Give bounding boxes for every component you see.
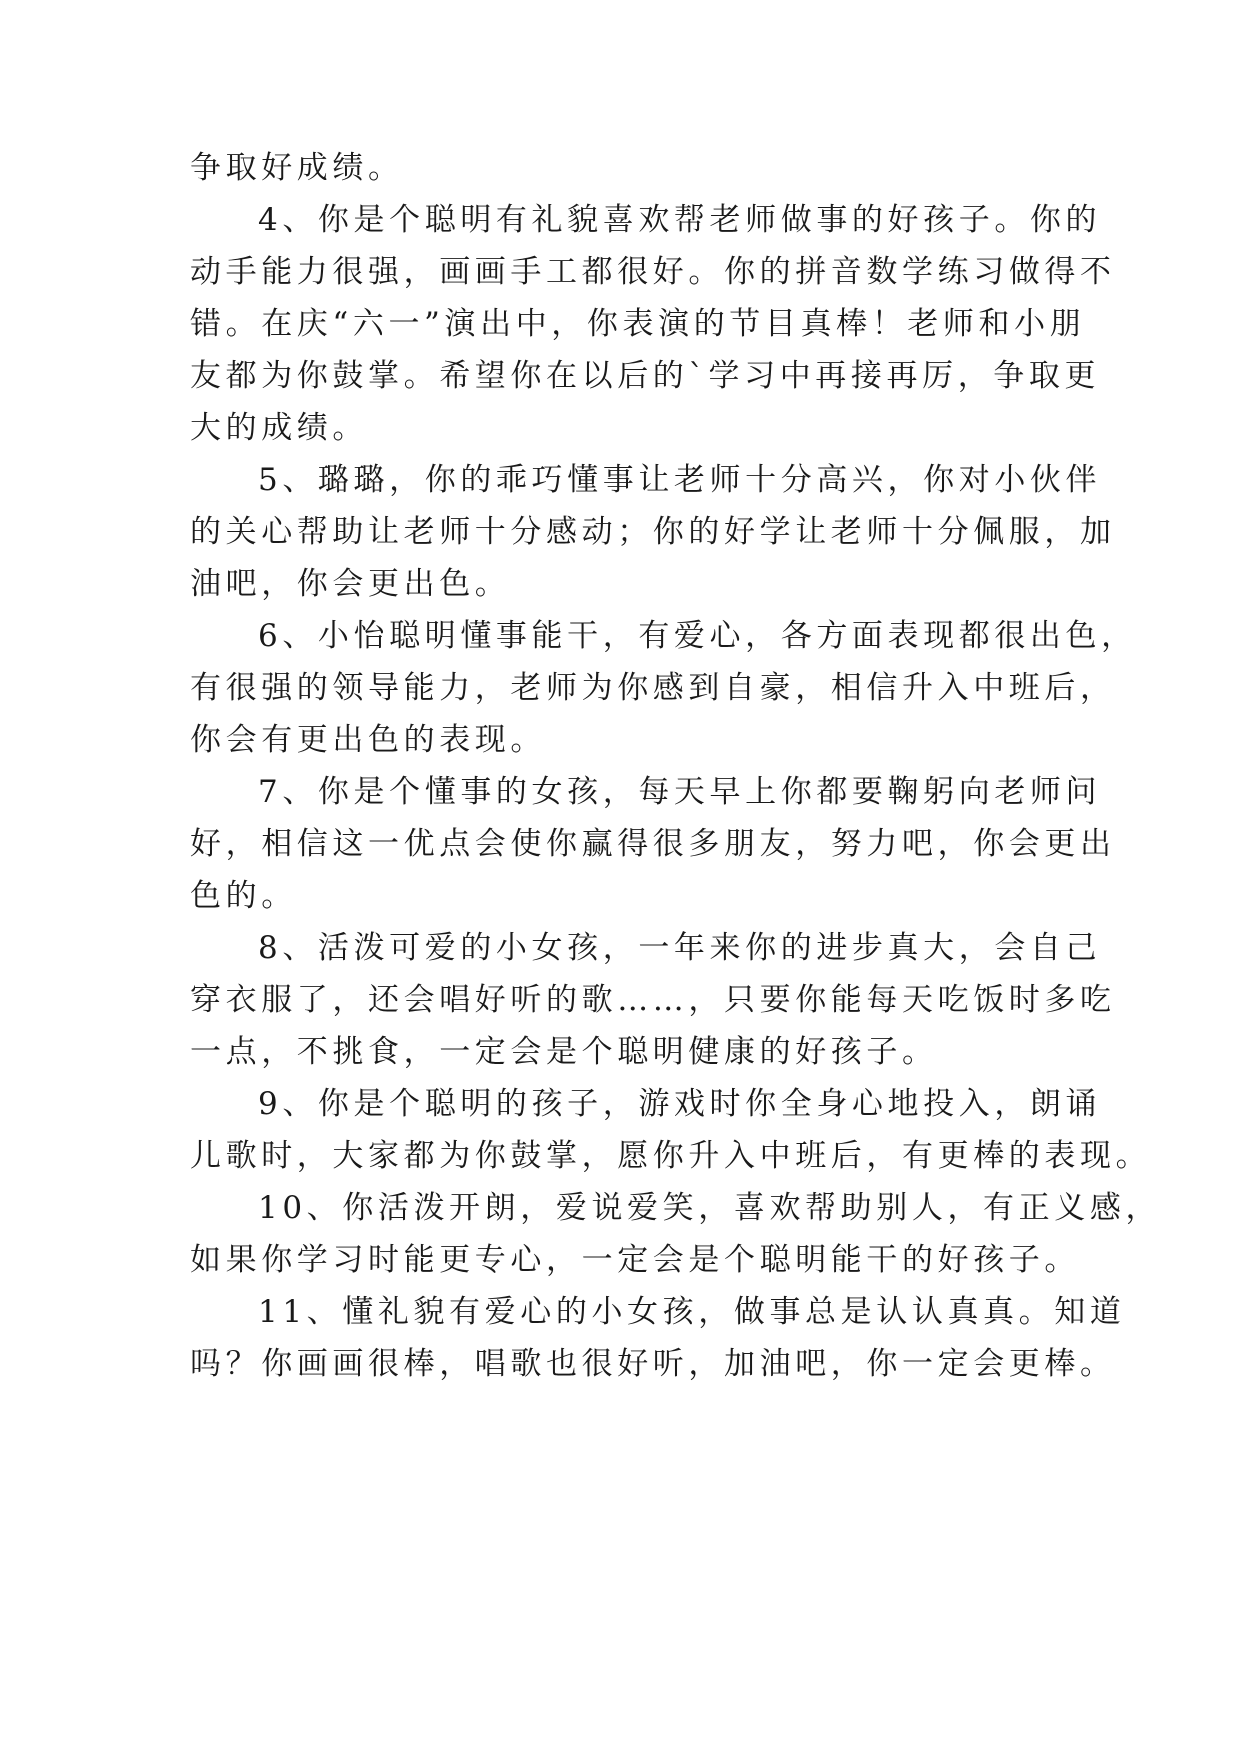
paragraph-10-first-line: 10、你活泼开朗，爱说爱笑，喜欢帮助别人，有正义感， [258,1190,1162,1226]
paragraph-7-first-line: 7、你是个懂事的女孩，每天早上你都要鞠躬向老师问 [258,774,1102,810]
text-line: 的关心帮助让老师十分感动；你的好学让老师十分佩服，加 [190,514,1116,550]
text-line: 争取好成绩。 [190,150,404,186]
text-line: 你会有更出色的表现。 [190,722,546,758]
text-line: 如果你学习时能更专心，一定会是个聪明能干的好孩子。 [190,1242,1080,1278]
paragraph-11-first-line: 11、懂礼貌有爱心的小女孩，做事总是认认真真。知道 [258,1294,1126,1330]
paragraph-9-first-line: 9、你是个聪明的孩子，游戏时你全身心地投入，朗诵 [258,1086,1102,1122]
paragraph-6-first-line: 6、小怡聪明懂事能干，有爱心，各方面表现都很出色， [258,618,1137,654]
text-line: 穿衣服了，还会唱好听的歌……，只要你能每天吃饭时多吃 [190,982,1116,1018]
paragraph-5-first-line: 5、璐璐，你的乖巧懂事让老师十分高兴，你对小伙伴 [258,462,1102,498]
text-line: 油吧，你会更出色。 [190,566,511,602]
text-line: 儿歌时，大家都为你鼓掌，愿你升入中班后，有更棒的表现。 [190,1138,1152,1174]
paragraph-4-first-line: 4、你是个聪明有礼貌喜欢帮老师做事的好孩子。你的 [258,202,1102,238]
text-line: 好，相信这一优点会使你赢得很多朋友，努力吧，你会更出 [190,826,1116,862]
paragraph-8-first-line: 8、活泼可爱的小女孩，一年来你的进步真大，会自己 [258,930,1102,966]
text-line: 一点，不挑食，一定会是个聪明健康的好孩子。 [190,1034,938,1070]
text-line: 动手能力很强，画画手工都很好。你的拼音数学练习做得不 [190,254,1116,290]
text-line: 有很强的领导能力，老师为你感到自豪，相信升入中班后， [190,670,1116,706]
text-line: 友都为你鼓掌。希望你在以后的`学习中再接再厉，争取更 [190,358,1101,394]
text-line: 错。在庆“六一”演出中，你表演的节目真棒！老师和小朋 [190,306,1086,342]
text-line: 色的。 [190,878,297,914]
text-line: 吗？你画画很棒，唱歌也很好听，加油吧，你一定会更棒。 [190,1346,1116,1382]
text-line: 大的成绩。 [190,410,368,446]
